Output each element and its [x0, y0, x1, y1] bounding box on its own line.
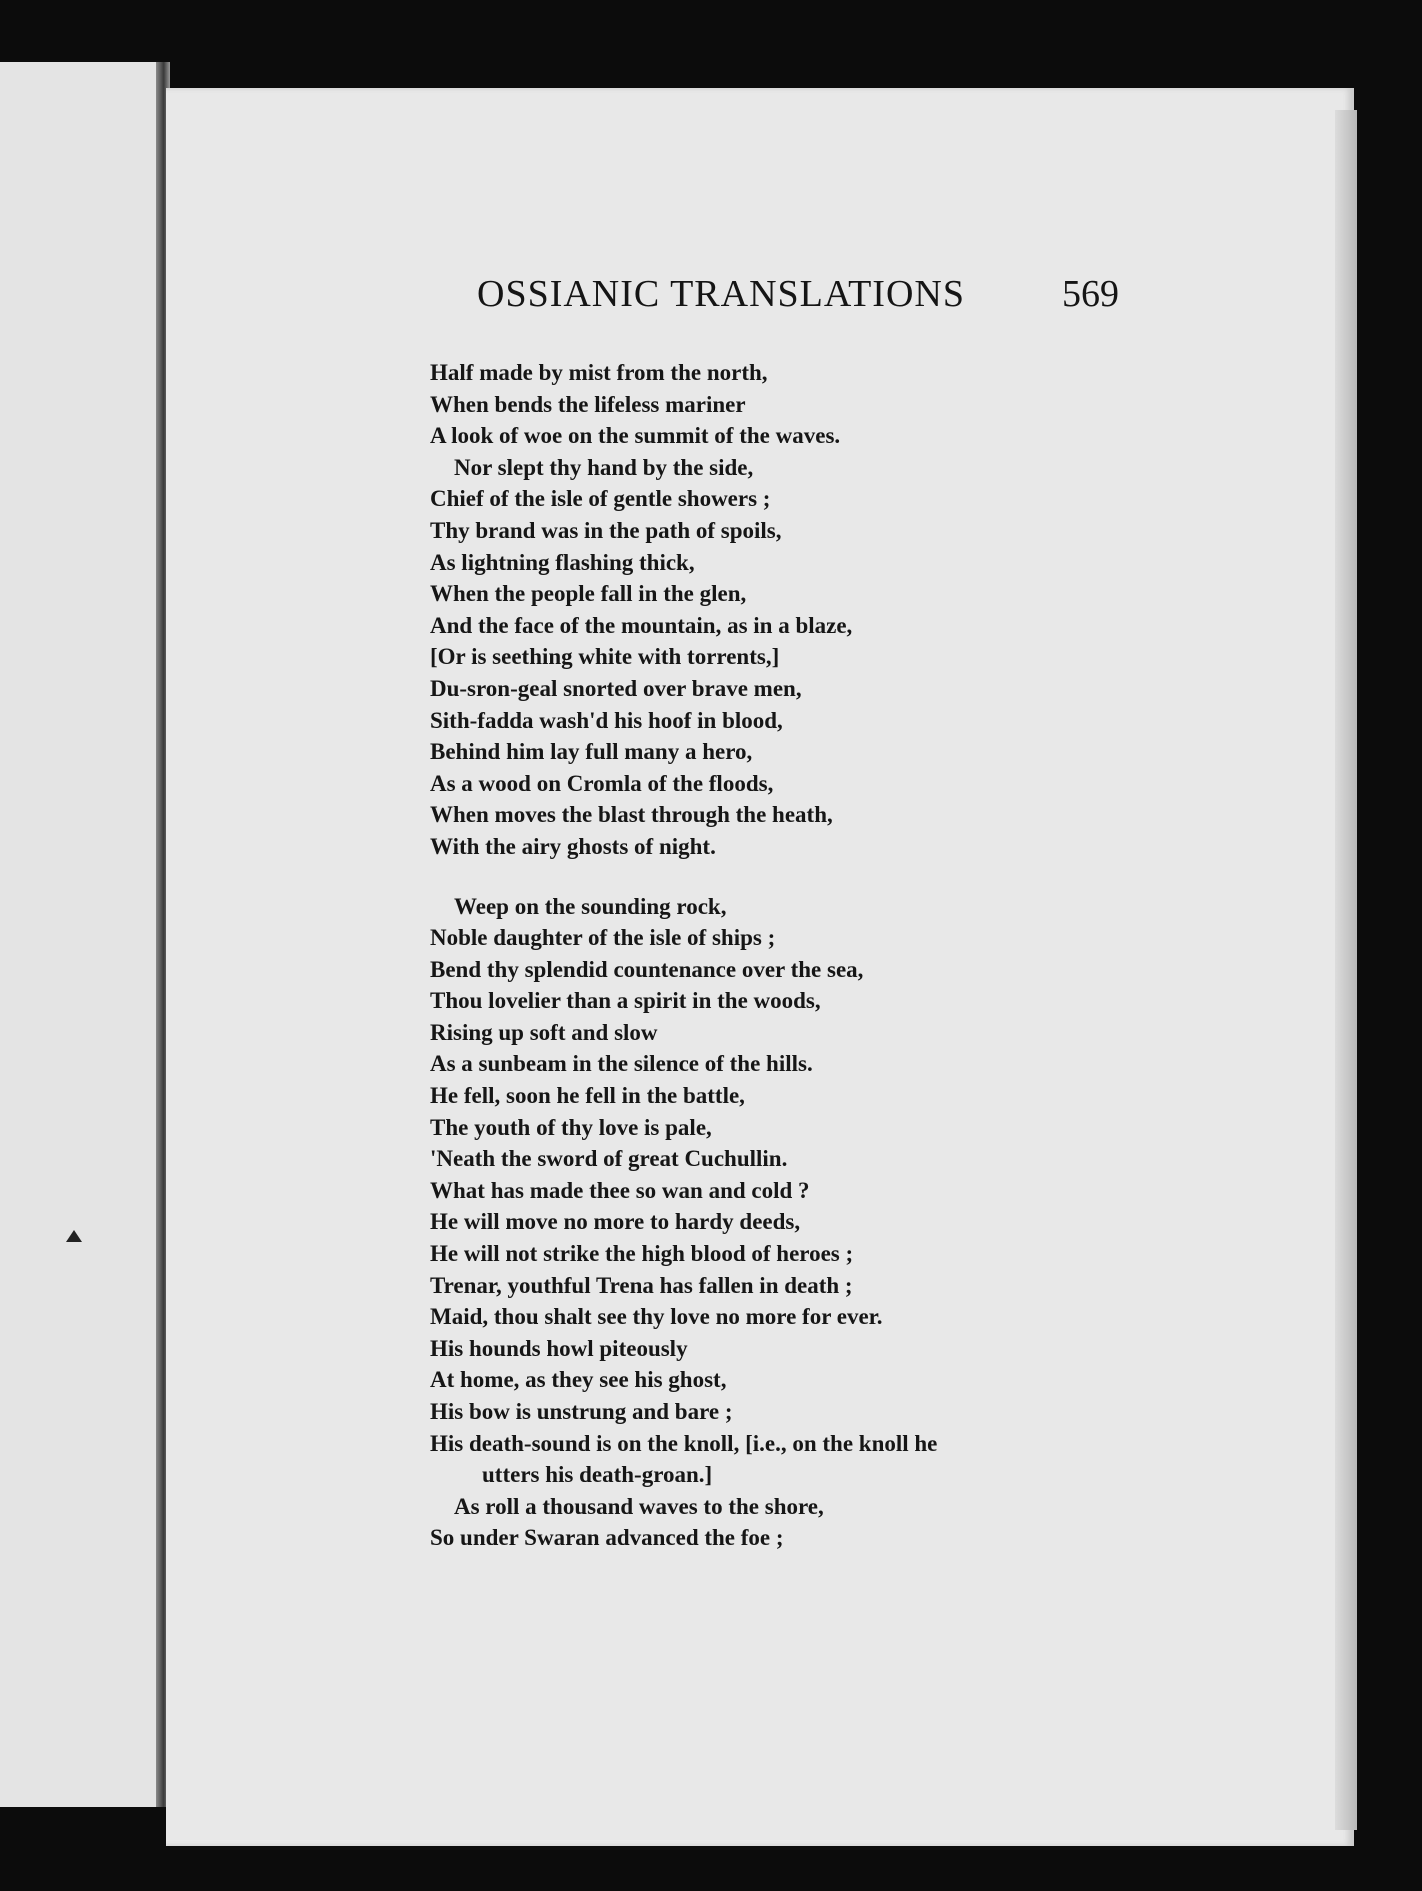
poem-line: As a sunbeam in the silence of the hills. [430, 1051, 813, 1077]
poem-line: The youth of thy love is pale, [430, 1114, 712, 1140]
poem-line: When moves the blast through the heath, [430, 802, 833, 828]
poem-line: When bends the lifeless mariner [430, 391, 746, 417]
poem-line: Trenar, youthful Trena has fallen in death ; [430, 1272, 853, 1298]
poem-line: His death-sound is on the knoll, [i.e., on the knoll he [430, 1430, 938, 1456]
poem-line: Nor slept thy hand by the side, [454, 454, 754, 480]
poem-line: As roll a thousand waves to the shore, [454, 1493, 824, 1519]
poem-line: As lightning flashing thick, [430, 549, 695, 575]
page-header [477, 272, 1137, 332]
poem-line: Sith-fadda wash'd his hoof in blood, [430, 707, 783, 733]
poem-line: As a wood on Cromla of the floods, [430, 770, 774, 796]
poem-line: Half made by mist from the north, [430, 360, 768, 385]
page-number: 569 [1062, 273, 1119, 315]
poem-line: His bow is unstrung and bare ; [430, 1399, 733, 1424]
poem-line: So under Swaran advanced the foe ; [430, 1525, 784, 1551]
poem-line: Behind him lay full many a hero, [430, 739, 753, 765]
margin-mark [66, 1230, 82, 1242]
poem-line: Noble daughter of the isle of ships ; [430, 925, 776, 951]
page-edge [1335, 110, 1357, 1830]
poem-line: Du-sron-geal snorted over brave men, [430, 675, 802, 701]
poem-line: 'Neath the sword of great Cuchullin. [430, 1146, 788, 1172]
poem-line: Bend thy splendid countenance over the sea, [430, 956, 864, 982]
poem-line: Maid, thou shalt see thy love no more for ever. [430, 1304, 883, 1330]
running-title: OSSIANIC TRANSLATIONS [477, 273, 965, 315]
poem-line: He fell, soon he fell in the battle, [430, 1083, 745, 1109]
poem-line: A look of woe on the summit of the waves. [430, 423, 841, 449]
poem-line: Thy brand was in the path of spoils, [430, 517, 782, 543]
poem-line: At home, as they see his ghost, [430, 1367, 727, 1393]
poem-line: He will move no more to hardy deeds, [430, 1209, 801, 1235]
poem-text [430, 357, 1080, 1554]
poem-line: And the face of the mountain, as in a blaze, [430, 612, 853, 638]
poem-line: What has made thee so wan and cold ? [430, 1177, 810, 1203]
poem-line: With the airy ghosts of night. [430, 833, 716, 859]
poem-line: He will not strike the high blood of heroes ; [430, 1241, 854, 1267]
poem-line: utters his death-groan.] [482, 1462, 713, 1488]
poem-line: His hounds howl piteously [430, 1335, 688, 1361]
stanza [430, 357, 1080, 863]
poem-line: Weep on the sounding rock, [454, 893, 727, 919]
poem-line: When the people fall in the glen, [430, 581, 747, 607]
poem-line: Rising up soft and slow [430, 1019, 658, 1045]
poem-line: [Or is seething white with torrents,] [430, 644, 780, 670]
facing-page [0, 62, 164, 1807]
poem-line: Thou lovelier than a spirit in the woods, [430, 988, 821, 1014]
poem-line: Chief of the isle of gentle showers ; [430, 486, 771, 512]
stanza [430, 891, 1080, 1554]
